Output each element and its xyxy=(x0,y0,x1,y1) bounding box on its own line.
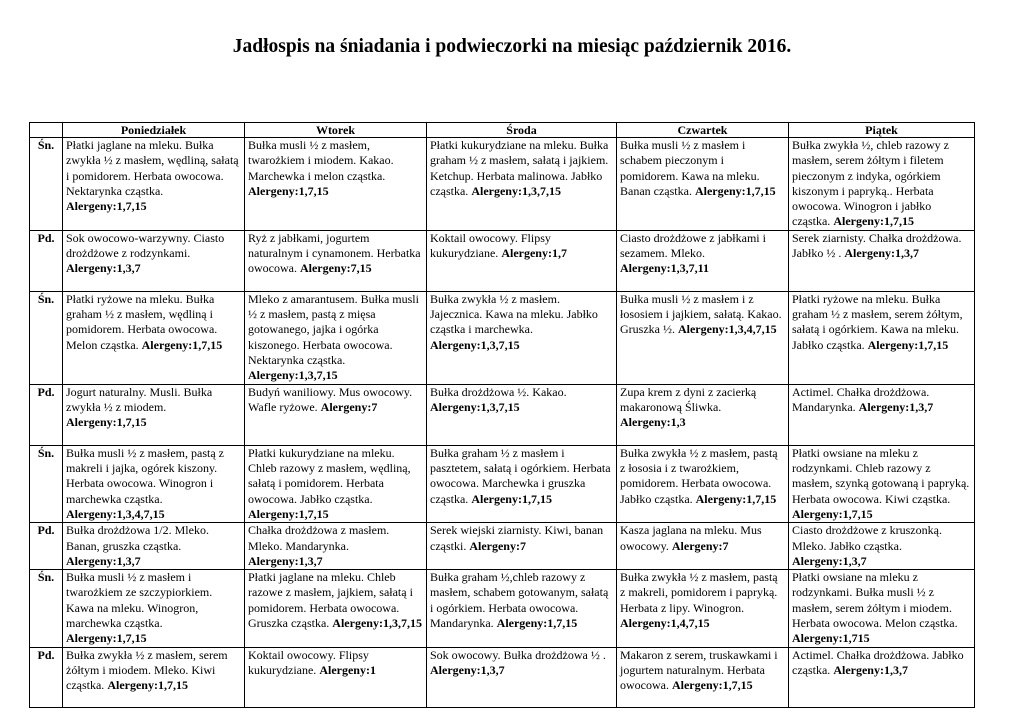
allergens-text: Alergeny:1,7,15 xyxy=(107,678,188,693)
allergens-text: Alergeny:7 xyxy=(469,538,526,553)
allergens-text: Alergeny:1,3,7 xyxy=(792,553,867,568)
menu-cell xyxy=(789,445,975,522)
header-corner xyxy=(30,123,63,138)
header-thursday: Czwartek xyxy=(617,123,789,138)
header-monday: Poniedziałek xyxy=(63,123,245,138)
menu-cell xyxy=(789,291,975,384)
menu-cell xyxy=(617,647,789,707)
allergens-text: Alergeny:1,3,7 xyxy=(844,246,919,261)
meal-description: Actimel. Chałka drożdżowa. Jabłko cząstka. xyxy=(792,647,964,677)
menu-cell xyxy=(427,647,617,707)
allergens-text: Alergeny:1,3,7,15 xyxy=(332,616,422,631)
allergens-text: Alergeny:1,3,7,11 xyxy=(620,261,709,276)
allergens-text: Alergeny:1,3,7 xyxy=(430,662,505,677)
header-friday: Piątek xyxy=(789,123,975,138)
menu-cell xyxy=(617,445,789,522)
menu-cell xyxy=(427,230,617,291)
meal-description: Płatki jaglane na mleku. Bułka zwykła ½ z masłem, wędliną, sałatą i pomidorem. Herbata owocowa. Nektarynka cząstka. xyxy=(66,138,239,198)
allergens-text: Alergeny:1,3,7,15 xyxy=(430,337,520,352)
meal-label: Śn. xyxy=(30,291,63,384)
meal-description: Sok owocowy. Bułka drożdżowa ½ . xyxy=(430,647,606,662)
table-row xyxy=(30,138,975,231)
meal-description: Bułka graham ½ z masłem i pasztetem, sałatą i ogórkiem. Herbata owocowa. Marchewka i gruszka cząstka. xyxy=(430,445,611,506)
meal-description: Bułka zwykła ½ z masłem. Jajecznica. Kawa na mleku. Jabłko cząstka i marchewka. xyxy=(430,291,598,337)
menu-cell xyxy=(427,291,617,384)
meal-description: Serek ziarnisty. Chałka drożdżowa. Jabłko ½ . xyxy=(792,230,962,261)
allergens-text: Alergeny:1,7,15 xyxy=(141,337,223,352)
meal-description: Bułka musli ½ z masłem i z łososiem i jajkiem, sałatą. Kakao. Gruszka ½. xyxy=(620,291,782,337)
allergens-text: Alergeny:1,3,4,7,15 xyxy=(66,506,165,521)
header-row xyxy=(30,123,975,138)
menu-cell xyxy=(63,523,245,570)
allergens-text: Alergeny:1,7,15 xyxy=(248,183,329,198)
allergens-text: Alergeny:7 xyxy=(320,400,378,415)
meal-description: Bułka zwykła ½ z masłem, serem żółtym i miodem. Mleko. Kiwi cząstka. xyxy=(66,647,228,693)
allergens-text: Alergeny:1,7,15 xyxy=(695,491,777,506)
allergens-text: Alergeny:1,3,7 xyxy=(248,553,323,568)
meal-label: Pd. xyxy=(30,523,63,570)
meal-description: Bułka zwykła ½ z masłem, pastą z łososia i z twarożkiem, pomidorem. Herbata owocowa. Jabłko cząstka. xyxy=(620,445,778,506)
menu-cell xyxy=(617,384,789,445)
meal-description: Budyń waniliowy. Mus owocowy. Wafle ryżowe. xyxy=(248,384,413,415)
allergens-text: Alergeny:1,3,7,15 xyxy=(430,400,520,415)
table-row xyxy=(30,230,975,291)
meal-description: Mleko z amarantusem. Bułka musli ½ z masłem, pastą z mięsa gotowanego, jajka i ogórka kiszonego. Herbata owocowa. Nektarynka cząstka. xyxy=(248,291,419,367)
meal-description: Bułka graham ½,chleb razowy z masłem, schabem gotowanym, sałatą i ogórkiem. Herbata owocowa. Mandarynka. xyxy=(430,570,609,631)
meal-description: Bułka drożdżowa 1/2. Mleko. Banan, gruszka cząstka. xyxy=(66,523,209,553)
meal-description: Koktail owocowy. Flipsy kukurydziane. xyxy=(248,647,369,677)
table-row xyxy=(30,445,975,522)
meal-description: Zupa krem z dyni z zacierką makaronową Śliwka. xyxy=(620,384,757,415)
menu-cell xyxy=(789,138,975,231)
meal-description: Ciasto drożdżowe z jabłkami i sezamem. Mleko. xyxy=(620,230,766,261)
allergens-text: Alergeny:1,3,7 xyxy=(66,261,141,276)
table-row xyxy=(30,291,975,384)
menu-cell xyxy=(789,647,975,707)
menu-cell xyxy=(245,291,427,384)
meal-label: Śn. xyxy=(30,445,63,522)
menu-cell xyxy=(617,570,789,647)
menu-cell xyxy=(427,384,617,445)
meal-description: Makaron z serem, truskawkami i jogurtem naturalnym. Herbata owocowa. xyxy=(620,647,778,693)
meal-description: Bułka drożdżowa ½. Kakao. xyxy=(430,384,567,399)
allergens-text: Alergeny:1,7,15 xyxy=(833,214,914,229)
menu-cell xyxy=(617,230,789,291)
meal-label: Pd. xyxy=(30,384,63,445)
menu-cell xyxy=(427,138,617,231)
menu-cell xyxy=(63,570,245,647)
allergens-text: Alergeny:1,715 xyxy=(792,631,870,646)
allergens-text: Alergeny:7,15 xyxy=(299,261,372,276)
menu-cell xyxy=(245,647,427,707)
allergens-text: Alergeny:1,3,7 xyxy=(833,662,908,677)
meal-description: Bułka zwykła ½, chleb razowy z masłem, serem żółtym i filetem pieczonym z indyka, ogórkiem kiszonym i papryką.. Herbata owocowa. Winogron i jabłko cząstka. xyxy=(792,138,949,229)
meal-description: Koktail owocowy. Flipsy kukurydziane. xyxy=(430,230,551,261)
meal-description: Płatki ryżowe na mleku. Bułka graham ½ z masłem, serem żółtym, sałatą i ogórkiem. Kawa na mleku. Jabłko cząstka. xyxy=(792,291,963,352)
table-row xyxy=(30,570,975,647)
menu-cell xyxy=(789,523,975,570)
allergens-text: Alergeny:1,4,7,15 xyxy=(620,616,710,631)
allergens-text: Alergeny:1,7,15 xyxy=(792,506,873,521)
meal-description: Bułka musli ½ z masłem, pastą z makreli i jajka, ogórek kiszony. Herbata owocowa. Winogron i marchewka cząstka. xyxy=(66,445,224,506)
menu-cell xyxy=(245,138,427,231)
header-wednesday: Środa xyxy=(427,123,617,138)
menu-cell xyxy=(789,384,975,445)
table-row xyxy=(30,523,975,570)
menu-cell xyxy=(245,523,427,570)
page-title: Jadłospis na śniadania i podwieczorki na miesiąc październik 2016. xyxy=(232,36,792,57)
allergens-text: Alergeny:1,3,7,15 xyxy=(471,183,561,198)
allergens-text: Alergeny:1,7,15 xyxy=(694,183,776,198)
menu-cell xyxy=(617,291,789,384)
allergens-text: Alergeny:1,7,15 xyxy=(66,415,147,430)
allergens-text: Alergeny:1,7 xyxy=(501,246,567,261)
menu-table xyxy=(29,122,975,708)
meal-label: Pd. xyxy=(30,647,63,707)
allergens-text: Alergeny:1,3,4,7,15 xyxy=(677,322,777,337)
meal-description: Płatki kukurydziane na mleku. Bułka graham ½ z masłem, sałatą i jajkiem. Ketchup. Herbata malinowa. Jabłko cząstka. xyxy=(430,138,609,198)
meal-description: Bułka zwykła ½ z masłem, pastą z makreli, pomidorem i papryką. Herbata z lipy. Winogron. xyxy=(620,570,778,615)
allergens-text: Alergeny:1,7,15 xyxy=(496,616,578,631)
allergens-text: Alergeny:1 xyxy=(319,662,376,677)
meal-description: Bułka musli ½ z masłem i twarożkiem ze szczypiorkiem. Kawa na mleku. Winogron, marchewka cząstka. xyxy=(66,570,213,631)
meal-label: Śn. xyxy=(30,570,63,647)
meal-description: Serek wiejski ziarnisty. Kiwi, banan cząstki. xyxy=(430,523,604,553)
allergens-text: Alergeny:1,7,15 xyxy=(671,678,753,693)
allergens-text: Alergeny:1,3,7 xyxy=(858,400,934,415)
meal-description: Sok owocowo-warzywny. Ciasto drożdżowe z rodzynkami. xyxy=(66,230,225,261)
meal-description: Płatki ryżowe na mleku. Bułka graham ½ z masłem, wędliną i pomidorem. Herbata owocowa. Melon cząstka. xyxy=(66,291,218,352)
allergens-text: Alergeny:1,7,15 xyxy=(248,506,329,521)
menu-cell xyxy=(245,445,427,522)
allergens-text: Alergeny:7 xyxy=(671,538,729,553)
meal-description: Jogurt naturalny. Musli. Bułka zwykła ½ z miodem. xyxy=(66,384,213,415)
allergens-text: Alergeny:1,3 xyxy=(620,415,686,430)
menu-cell xyxy=(617,138,789,231)
menu-cell xyxy=(63,291,245,384)
meal-description: Bułka musli ½ z masłem i schabem pieczonym i pomidorem. Kawa na mleku. Banan cząstka. xyxy=(620,138,760,198)
menu-cell xyxy=(63,230,245,291)
allergens-text: Alergeny:1,7,15 xyxy=(471,491,552,506)
menu-cell xyxy=(427,445,617,522)
header-tuesday: Wtorek xyxy=(245,123,427,138)
menu-cell xyxy=(63,384,245,445)
meal-description: Płatki owsiane na mleku z rodzynkami. Chleb razowy z masłem, szynką gotowaną i papryką. Herbata owocowa. Kiwi cząstka. xyxy=(792,445,970,506)
meal-description: Chałka drożdżowa z masłem. Mleko. Mandarynka. xyxy=(248,523,390,553)
allergens-text: Alergeny:1,7,15 xyxy=(66,199,147,214)
meal-label: Śn. xyxy=(30,138,63,231)
meal-description: Ryż z jabłkami, jogurtem naturalnym i cynamonem. Herbatka owocowa. xyxy=(248,230,421,276)
meal-description: Płatki kukurydziane na mleku. Chleb razowy z masłem, wędliną, sałatą i pomidorem. Herbata owocowa. Jabłko cząstka. xyxy=(248,445,411,506)
menu-cell xyxy=(789,570,975,647)
table-row xyxy=(30,647,975,707)
menu-cell xyxy=(63,138,245,231)
allergens-text: Alergeny:1,7,15 xyxy=(867,337,949,352)
menu-cell xyxy=(245,230,427,291)
menu-cell xyxy=(617,523,789,570)
allergens-text: Alergeny:1,3,7,15 xyxy=(248,368,338,383)
menu-cell xyxy=(427,570,617,647)
allergens-text: Alergeny:1,3,7 xyxy=(66,553,141,568)
menu-cell xyxy=(789,230,975,291)
menu-cell xyxy=(245,384,427,445)
menu-cell xyxy=(427,523,617,570)
meal-description: Kasza jaglana na mleku. Mus owocowy. xyxy=(620,523,762,553)
meal-label: Pd. xyxy=(30,230,63,291)
menu-cell xyxy=(245,570,427,647)
allergens-text: Alergeny:1,7,15 xyxy=(66,631,147,646)
menu-cell xyxy=(63,647,245,707)
meal-description: Ciasto drożdżowe z kruszonką. Mleko. Jabłko cząstka. xyxy=(792,523,942,553)
meal-description: Bułka musli ½ z masłem, twarożkiem i miodem. Kakao. Marchewka i melon cząstka. xyxy=(248,138,394,183)
table-row xyxy=(30,384,975,445)
meal-description: Actimel. Chałka drożdżowa. Mandarynka. xyxy=(792,384,930,415)
menu-cell xyxy=(63,445,245,522)
meal-description: Płatki jaglane na mleku. Chleb razowe z masłem, jajkiem, sałatą i pomidorem. Herbata owocowa. Gruszka cząstka. xyxy=(248,570,413,631)
meal-description: Płatki owsiane na mleku z rodzynkami. Bułka musli ½ z masłem, serem żółtym i miodem. Herbata owocowa. Melon cząstka. xyxy=(792,570,958,631)
